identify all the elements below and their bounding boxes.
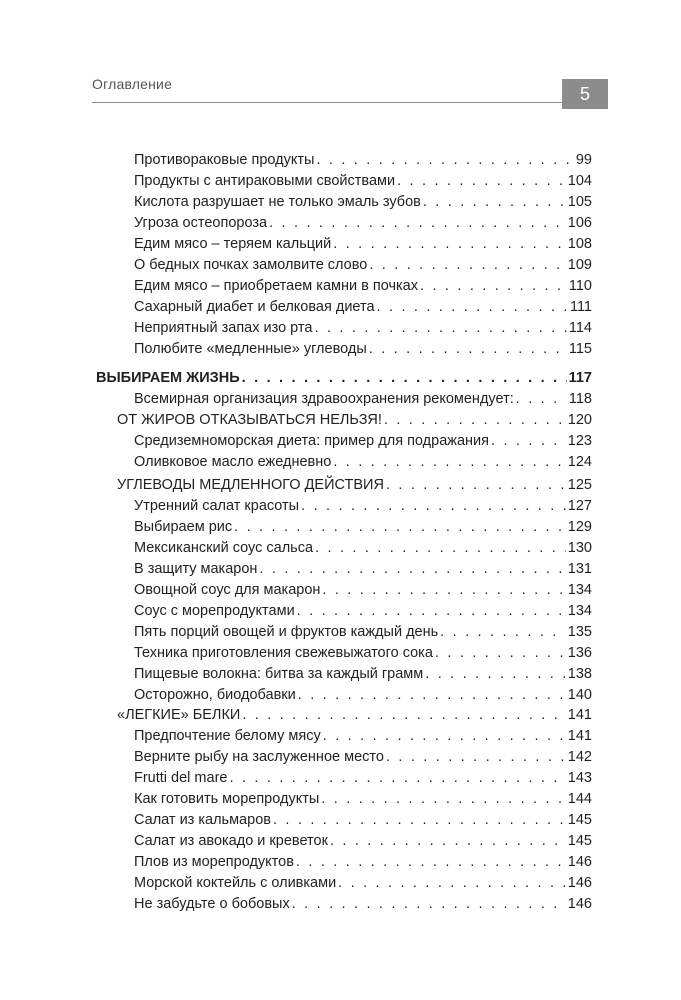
toc-dot-leader — [316, 150, 573, 170]
toc-entry-title: Верните рыбу на заслуженное место — [134, 749, 384, 765]
toc-entry-page: 130 — [567, 540, 592, 556]
toc-entry-title: О бедных почках замолвите слово — [134, 257, 368, 273]
toc-dot-leader — [330, 831, 566, 851]
toc-entry-title: Не забудьте о бобовых — [134, 896, 290, 912]
toc-entry-page: 141 — [567, 707, 592, 723]
toc-dot-leader — [425, 664, 566, 684]
toc-entry-page: 125 — [567, 477, 592, 493]
toc-entry-title: В защиту макарон — [134, 561, 258, 577]
toc-entry-title: Едим мясо – теряем кальций — [134, 236, 332, 252]
toc-entry-title: Всемирная организация здравоохранения рекомендует: — [134, 391, 514, 407]
toc-dot-leader — [333, 452, 565, 472]
toc-entry-page: 109 — [567, 257, 592, 273]
toc-entry-title: Овощной соус для макарон — [134, 582, 321, 598]
toc-entry — [134, 685, 592, 705]
toc-entry — [134, 873, 592, 893]
toc-entry — [134, 580, 592, 600]
toc-entry-page: 141 — [567, 728, 592, 744]
toc-entry-title: Кислота разрушает не только эмаль зубов — [134, 194, 421, 210]
toc-dot-leader — [516, 389, 567, 409]
toc-entry-title: Угроза остеопороза — [134, 215, 268, 231]
page-number-badge: 5 — [562, 79, 608, 109]
toc-entry-page: 124 — [567, 454, 592, 470]
toc-entry-page: 145 — [567, 812, 592, 828]
toc-dot-leader — [292, 894, 566, 914]
toc-entry-page: 118 — [568, 391, 592, 407]
toc-entry — [134, 255, 592, 275]
toc-entry-page: 115 — [568, 341, 592, 357]
toc-dot-leader — [323, 726, 566, 746]
toc-entry-title: Frutti del mare — [134, 770, 228, 786]
toc-dot-leader — [386, 475, 566, 495]
toc-entry — [134, 496, 592, 516]
toc-dot-leader — [423, 192, 566, 212]
toc-entry-title: Мексиканский соус сальса — [134, 540, 314, 556]
toc-entry-title: УГЛЕВОДЫ МЕДЛЕННОГО ДЕЙСТВИЯ — [117, 477, 384, 493]
toc-dot-leader — [298, 685, 566, 705]
toc-entry-page: 123 — [567, 433, 592, 449]
toc-dot-leader — [397, 171, 566, 191]
toc-dot-leader — [315, 538, 566, 558]
toc-entry — [134, 538, 592, 558]
toc-entry — [134, 852, 592, 872]
toc-dot-leader — [301, 496, 566, 516]
toc-dot-leader — [297, 601, 566, 621]
toc-dot-leader — [333, 234, 566, 254]
toc-entry-title: Морской коктейль с оливками — [134, 875, 337, 891]
toc-entry — [134, 726, 592, 746]
toc-dot-leader — [296, 852, 566, 872]
toc-entry — [134, 643, 592, 663]
toc-entry-page: 99 — [575, 152, 592, 168]
toc-entry — [134, 276, 592, 296]
toc-dot-leader — [322, 580, 565, 600]
toc-entry-page: 114 — [568, 320, 592, 336]
toc-dot-leader — [259, 559, 565, 579]
toc-entry-title: Оливковое масло ежедневно — [134, 454, 332, 470]
toc-entry-page: 143 — [567, 770, 592, 786]
toc-dot-leader — [377, 297, 568, 317]
toc-entry — [96, 368, 592, 388]
toc-entry-page: 142 — [567, 749, 592, 765]
toc-entry-title: Салат из авокадо и креветок — [134, 833, 328, 849]
toc-entry — [117, 410, 592, 430]
toc-entry-page: 110 — [568, 278, 592, 294]
toc-entry — [134, 831, 592, 851]
toc-entry — [134, 747, 592, 767]
toc-entry-title: Соус с морепродуктами — [134, 603, 295, 619]
toc-entry — [134, 318, 592, 338]
toc-dot-leader — [234, 517, 566, 537]
toc-entry-page: 146 — [567, 875, 592, 891]
toc-entry-page: 131 — [567, 561, 592, 577]
toc-entry-title: «ЛЕГКИЕ» БЕЛКИ — [117, 707, 241, 723]
toc-entry-page: 129 — [567, 519, 592, 535]
toc-entry — [134, 810, 592, 830]
toc-entry — [134, 171, 592, 191]
toc-entry-title: Средиземноморская диета: пример для подражания — [134, 433, 489, 449]
toc-entry-title: Едим мясо – приобретаем камни в почках — [134, 278, 418, 294]
toc-entry-title: Продукты с антираковыми свойствами — [134, 173, 396, 189]
toc-entry-page: 144 — [567, 791, 592, 807]
toc-entry-page: 146 — [567, 854, 592, 870]
toc-entry — [134, 517, 592, 537]
toc-entry-title: Выбираем рис — [134, 519, 233, 535]
toc-entry-title: Полюбите «медленные» углеводы — [134, 341, 367, 357]
toc-entry — [134, 339, 592, 359]
toc-dot-leader — [435, 643, 566, 663]
toc-entry-page: 106 — [567, 215, 592, 231]
toc-dot-leader — [384, 410, 566, 430]
toc-entry — [134, 150, 592, 170]
toc-entry-page: 105 — [567, 194, 592, 210]
toc-entry-title: Техника приготовления свежевыжатого сока — [134, 645, 433, 661]
toc-entry-title: Противораковые продукты — [134, 152, 315, 168]
toc-entry — [134, 768, 592, 788]
toc-entry — [134, 213, 592, 233]
toc-dot-leader — [229, 768, 565, 788]
toc-entry-page: 146 — [567, 896, 592, 912]
toc-entry — [134, 789, 592, 809]
toc-dot-leader — [273, 810, 566, 830]
toc-dot-leader — [420, 276, 567, 296]
toc-entry — [134, 192, 592, 212]
toc-entry-page: 111 — [569, 299, 592, 315]
toc-dot-leader — [386, 747, 566, 767]
toc-entry-page: 117 — [568, 370, 592, 386]
toc-entry-page: 140 — [567, 687, 592, 703]
toc-entry-page: 134 — [567, 582, 592, 598]
toc-entry-page: 120 — [567, 412, 592, 428]
toc-entry-title: Пищевые волокна: битва за каждый грамм — [134, 666, 424, 682]
toc-entry-title: ОТ ЖИРОВ ОТКАЗЫВАТЬСЯ НЕЛЬЗЯ! — [117, 412, 382, 428]
toc-entry — [117, 705, 592, 725]
toc-entry-title: Пять порций овощей и фруктов каждый день — [134, 624, 439, 640]
toc-entry-title: Как готовить морепродукты — [134, 791, 320, 807]
toc-entry-page: 127 — [567, 498, 592, 514]
toc-entry-title: Осторожно, биодобавки — [134, 687, 296, 703]
toc-entry-title: Салат из кальмаров — [134, 812, 271, 828]
toc-entry-title: Предпочтение белому мясу — [134, 728, 321, 744]
toc-dot-leader — [491, 431, 566, 451]
toc-entry-page: 145 — [567, 833, 592, 849]
toc-entry — [134, 431, 592, 451]
toc-dot-leader — [269, 213, 566, 233]
header-divider — [92, 102, 608, 103]
toc-entry — [134, 234, 592, 254]
toc-dot-leader — [338, 873, 566, 893]
toc-entry-title: Плов из морепродуктов — [134, 854, 294, 870]
toc-entry-title: ВЫБИРАЕМ ЖИЗНЬ — [96, 370, 240, 386]
toc-entry-title: Неприятный запах изо рта — [134, 320, 313, 336]
toc-entry-page: 136 — [567, 645, 592, 661]
toc-entry — [134, 894, 592, 914]
toc-entry-title: Сахарный диабет и белковая диета — [134, 299, 375, 315]
toc-dot-leader — [440, 622, 566, 642]
toc-entry — [134, 622, 592, 642]
toc-dot-leader — [242, 705, 565, 725]
toc-entry-page: 135 — [567, 624, 592, 640]
toc-entry-page: 108 — [567, 236, 592, 252]
toc-dot-leader — [321, 789, 566, 809]
toc-entry-page: 134 — [567, 603, 592, 619]
toc-entry — [134, 389, 592, 409]
toc-entry-title: Утренний салат красоты — [134, 498, 300, 514]
toc-entry — [134, 559, 592, 579]
toc-entry — [134, 297, 592, 317]
toc-dot-leader — [314, 318, 566, 338]
toc-entry-page: 104 — [567, 173, 592, 189]
toc-dot-leader — [369, 255, 565, 275]
toc-entry — [117, 475, 592, 495]
toc-entry — [134, 452, 592, 472]
running-header: Оглавление — [92, 76, 173, 92]
toc-entry-page: 138 — [567, 666, 592, 682]
toc-dot-leader — [242, 368, 567, 388]
toc-entry — [134, 601, 592, 621]
toc-dot-leader — [369, 339, 567, 359]
toc-entry — [134, 664, 592, 684]
